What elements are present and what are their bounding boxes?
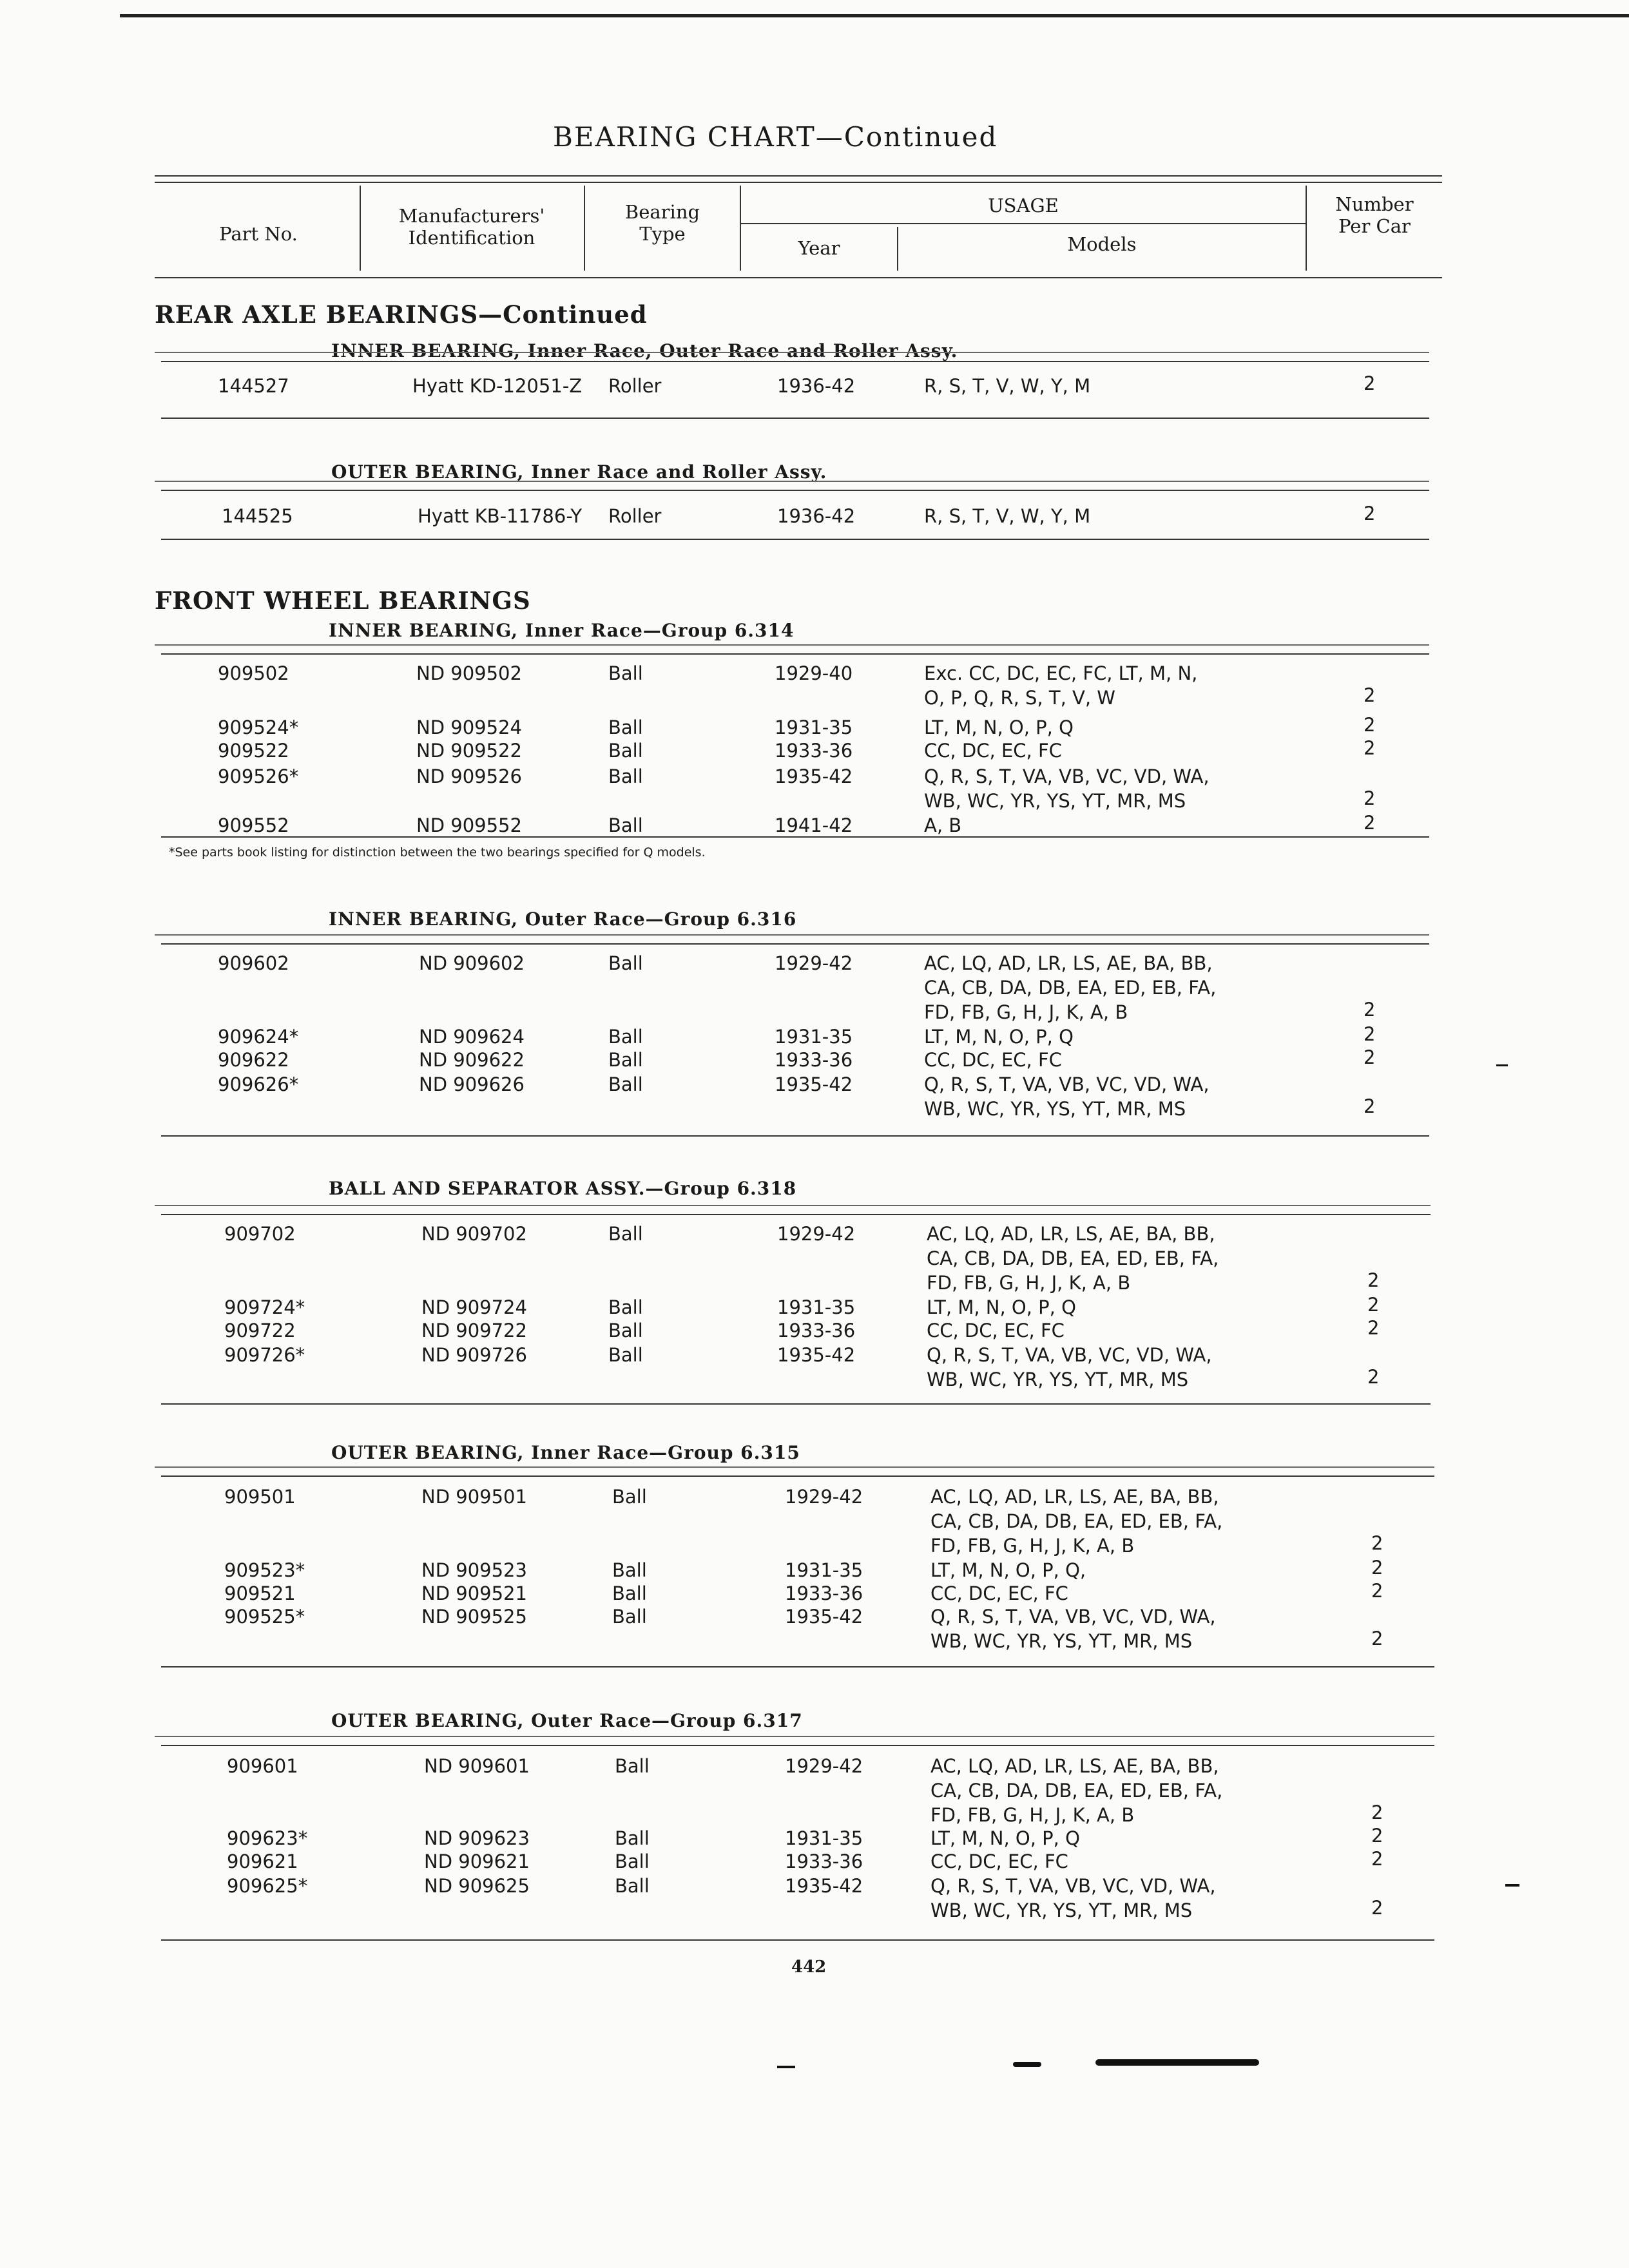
manufacturer-id: ND 909521 [421, 1582, 527, 1604]
models-line: LT, M, N, O, P, Q [924, 1026, 1074, 1048]
bearing-type: Ball [612, 1582, 647, 1604]
year-range: 1929-42 [777, 1223, 856, 1245]
manufacturer-id: ND 909726 [421, 1344, 527, 1366]
group-top-rule [161, 361, 1429, 362]
header-divider-2 [584, 186, 585, 271]
scan-mark-5 [1505, 1884, 1519, 1887]
manufacturer-id: ND 909724 [421, 1296, 527, 1318]
models-line: FD, FB, G, H, J, K, A, B [924, 1001, 1128, 1023]
year-range: 1931-35 [775, 716, 853, 738]
year-range: 1936-42 [777, 505, 856, 527]
manufacturer-id: ND 909602 [419, 952, 525, 974]
year-range: 1935-42 [777, 1344, 856, 1366]
models-line: CC, DC, EC, FC [924, 1049, 1062, 1071]
group-subtitle: BALL AND SEPARATOR ASSY.—Group 6.318 [329, 1178, 797, 1199]
part-number: 909523* [224, 1559, 305, 1581]
scan-mark-2 [1013, 2062, 1041, 2067]
number-per-car: 2 [1364, 1095, 1376, 1117]
table-row [0, 715, 1629, 740]
header-divider-5 [1306, 186, 1307, 271]
year-range: 1931-35 [777, 1296, 856, 1318]
table-row [0, 1754, 1629, 1827]
section-title-front-wheel: FRONT WHEEL BEARINGS [155, 586, 531, 615]
part-number: 909624* [218, 1026, 299, 1048]
number-per-car: 2 [1371, 1532, 1383, 1554]
models-line: Exc. CC, DC, EC, FC, LT, M, N, [924, 662, 1198, 684]
number-per-car: 2 [1364, 372, 1376, 394]
models-line: CC, DC, EC, FC [930, 1850, 1068, 1872]
number-per-car: 2 [1371, 1897, 1383, 1919]
models-line: AC, LQ, AD, LR, LS, AE, BA, BB, [930, 1755, 1219, 1777]
group-top-rule [161, 653, 1429, 655]
header-divider-4 [897, 227, 898, 271]
number-per-car: 2 [1364, 812, 1376, 834]
models-line: Q, R, S, T, VA, VB, VC, VD, WA, [930, 1606, 1216, 1628]
group-top-rule [161, 1214, 1431, 1215]
table-row [0, 1295, 1629, 1320]
bearing-type: Ball [608, 1320, 643, 1341]
group-top-rule [161, 1475, 1434, 1477]
models-line: LT, M, N, O, P, Q [924, 716, 1074, 738]
bearing-type: Ball [612, 1559, 647, 1581]
models-line: AC, LQ, AD, LR, LS, AE, BA, BB, [924, 952, 1213, 974]
table-row [0, 1048, 1629, 1072]
part-number: 909625* [227, 1875, 308, 1897]
page-number: 442 [791, 1957, 827, 1977]
models-line: WB, WC, YR, YS, YT, MR, MS [924, 1098, 1186, 1120]
group-subtitle-rule [155, 934, 1429, 936]
manufacturer-id: ND 909522 [416, 740, 522, 762]
year-range: 1933-36 [775, 1049, 853, 1071]
group-subtitle: OUTER BEARING, Inner Race and Roller Assy. [331, 461, 827, 483]
table-row [0, 1849, 1629, 1874]
table-row [0, 813, 1629, 838]
bearing-type: Ball [608, 814, 643, 836]
table-row [0, 1485, 1629, 1558]
year-range: 1935-42 [775, 765, 853, 787]
year-range: 1931-35 [785, 1559, 863, 1581]
header-top-rule-2 [155, 182, 1442, 183]
models-line: CC, DC, EC, FC [930, 1582, 1068, 1604]
number-per-car: 2 [1371, 1628, 1383, 1649]
part-number: 909621 [227, 1850, 298, 1872]
scan-mark-3 [1095, 2059, 1259, 2066]
models-line: CC, DC, EC, FC [924, 740, 1062, 762]
table-row [0, 661, 1629, 710]
bearing-type: Ball [608, 1049, 643, 1071]
models-line: FD, FB, G, H, J, K, A, B [930, 1535, 1135, 1557]
manufacturer-id: ND 909525 [421, 1606, 527, 1628]
group-bottom-rule [161, 1666, 1434, 1667]
table-row [0, 504, 1629, 528]
number-per-car: 2 [1371, 1825, 1383, 1847]
header-bottom-rule [155, 277, 1442, 278]
group-subtitle: OUTER BEARING, Outer Race—Group 6.317 [331, 1710, 803, 1731]
bearing-type: Ball [608, 662, 643, 684]
year-range: 1929-42 [785, 1755, 863, 1777]
group-bottom-rule [161, 1135, 1429, 1137]
part-number: 909552 [218, 814, 289, 836]
manufacturer-id: ND 909623 [424, 1827, 530, 1849]
part-number: 909524* [218, 716, 299, 738]
part-number: 909522 [218, 740, 289, 762]
year-range: 1931-35 [785, 1827, 863, 1849]
bearing-type: Ball [615, 1875, 650, 1897]
scan-mark-1 [777, 2066, 795, 2068]
header-divider-1 [360, 186, 361, 271]
models-line: AC, LQ, AD, LR, LS, AE, BA, BB, [930, 1486, 1219, 1508]
models-line: FD, FB, G, H, J, K, A, B [930, 1804, 1135, 1826]
part-number: 909525* [224, 1606, 305, 1628]
bearing-type: Ball [612, 1486, 647, 1508]
header-mfr-id: Manufacturers' Identification [398, 205, 545, 249]
part-number: 909724* [224, 1296, 305, 1318]
bearing-type: Ball [608, 1344, 643, 1366]
manufacturer-id: ND 909524 [416, 716, 522, 738]
models-line: WB, WC, YR, YS, YT, MR, MS [930, 1630, 1193, 1652]
group-subtitle-rule [155, 644, 1429, 646]
year-range: 1929-42 [785, 1486, 863, 1508]
part-number: 909726* [224, 1344, 305, 1366]
table-row [0, 1072, 1629, 1121]
table-row [0, 951, 1629, 1024]
models-line: WB, WC, YR, YS, YT, MR, MS [930, 1899, 1193, 1921]
manufacturer-id: ND 909622 [419, 1049, 525, 1071]
bearing-type: Ball [608, 740, 643, 762]
page-title: BEARING CHART—Continued [553, 121, 998, 153]
models-line: Q, R, S, T, VA, VB, VC, VD, WA, [927, 1344, 1212, 1366]
top-rule [120, 14, 1629, 17]
table-row [0, 1826, 1629, 1850]
group-subtitle: INNER BEARING, Inner Race—Group 6.314 [329, 620, 795, 641]
manufacturer-id: Hyatt KD-12051-Z [412, 375, 583, 397]
part-number: 909623* [227, 1827, 308, 1849]
bearing-type: Ball [608, 1223, 643, 1245]
header-models: Models [1067, 233, 1137, 255]
group-top-rule [161, 1745, 1434, 1746]
bearing-type: Ball [612, 1606, 647, 1628]
part-number: 909521 [224, 1582, 296, 1604]
header-part-no: Part No. [219, 223, 298, 245]
models-line: CA, CB, DA, DB, EA, ED, EB, FA, [930, 1780, 1223, 1802]
manufacturer-id: ND 909502 [416, 662, 522, 684]
manufacturer-id: ND 909501 [421, 1486, 527, 1508]
bearing-type: Ball [608, 1073, 643, 1095]
group-top-rule [161, 943, 1429, 945]
part-number: 144527 [218, 375, 289, 397]
models-line: CA, CB, DA, DB, EA, ED, EB, FA, [927, 1247, 1219, 1269]
models-line: R, S, T, V, W, Y, M [924, 375, 1091, 397]
manufacturer-id: ND 909722 [421, 1320, 527, 1341]
year-range: 1933-36 [775, 740, 853, 762]
group-subtitle: INNER BEARING, Outer Race—Group 6.316 [329, 908, 797, 930]
group-subtitle-rule [155, 1205, 1431, 1206]
models-line: AC, LQ, AD, LR, LS, AE, BA, BB, [927, 1223, 1215, 1245]
bearing-type: Ball [608, 765, 643, 787]
models-line: WB, WC, YR, YS, YT, MR, MS [927, 1369, 1189, 1390]
table-row [0, 1343, 1629, 1392]
part-number: 909702 [224, 1223, 296, 1245]
models-line: CA, CB, DA, DB, EA, ED, EB, FA, [930, 1510, 1223, 1532]
number-per-car: 2 [1364, 1023, 1376, 1045]
manufacturer-id: ND 909702 [421, 1223, 527, 1245]
bearing-type: Ball [608, 1296, 643, 1318]
number-per-car: 2 [1371, 1848, 1383, 1870]
group-subtitle-rule [155, 1736, 1434, 1737]
header-year: Year [798, 237, 840, 259]
manufacturer-id: ND 909625 [424, 1875, 530, 1897]
number-per-car: 2 [1364, 1046, 1376, 1068]
manufacturer-id: ND 909523 [421, 1559, 527, 1581]
manufacturer-id: ND 909621 [424, 1850, 530, 1872]
scan-mark-4 [1496, 1064, 1508, 1066]
table-row [0, 1558, 1629, 1582]
models-line: Q, R, S, T, VA, VB, VC, VD, WA, [924, 765, 1210, 787]
manufacturer-id: Hyatt KB-11786-Y [418, 505, 583, 527]
manufacturer-id: ND 909626 [419, 1073, 525, 1095]
part-number: 909626* [218, 1073, 299, 1095]
number-per-car: 2 [1371, 1802, 1383, 1823]
group-bottom-rule [161, 1939, 1434, 1941]
number-per-car: 2 [1371, 1580, 1383, 1602]
bearing-type: Roller [608, 375, 662, 397]
bearing-type: Ball [615, 1850, 650, 1872]
table-row [0, 1318, 1629, 1343]
group-subtitle: OUTER BEARING, Inner Race—Group 6.315 [331, 1442, 800, 1463]
header-number-per-car: Number Per Car [1335, 193, 1414, 237]
number-per-car: 2 [1364, 684, 1376, 706]
table-row [0, 1874, 1629, 1923]
models-line: LT, M, N, O, P, Q [927, 1296, 1076, 1318]
year-range: 1931-35 [775, 1026, 853, 1048]
number-per-car: 2 [1364, 999, 1376, 1021]
table-row [0, 1581, 1629, 1606]
models-line: CA, CB, DA, DB, EA, ED, EB, FA, [924, 977, 1217, 999]
models-line: CC, DC, EC, FC [927, 1320, 1065, 1341]
year-range: 1933-36 [785, 1850, 863, 1872]
part-number: 909501 [224, 1486, 296, 1508]
number-per-car: 2 [1367, 1294, 1380, 1316]
bearing-type: Ball [608, 716, 643, 738]
group-subtitle-rule [155, 1466, 1434, 1468]
part-number: 909622 [218, 1049, 289, 1071]
number-per-car: 2 [1367, 1269, 1380, 1291]
models-line: Q, R, S, T, VA, VB, VC, VD, WA, [930, 1875, 1216, 1897]
manufacturer-id: ND 909624 [419, 1026, 525, 1048]
year-range: 1935-42 [785, 1606, 863, 1628]
year-range: 1933-36 [785, 1582, 863, 1604]
bearing-type: Ball [608, 952, 643, 974]
group-subtitle: INNER BEARING, Inner Race, Outer Race and Roller Assy. [331, 340, 958, 361]
group-bottom-rule [161, 1403, 1431, 1405]
group-subtitle-rule [155, 481, 1429, 482]
part-number: 909722 [224, 1320, 296, 1341]
models-line: WB, WC, YR, YS, YT, MR, MS [924, 790, 1186, 812]
models-line: O, P, Q, R, S, T, V, W [924, 687, 1115, 709]
group-subtitle-rule [155, 352, 1429, 353]
header-divider-3 [740, 186, 741, 271]
year-range: 1929-40 [775, 662, 853, 684]
usage-underline [741, 223, 1306, 224]
table-row [0, 1604, 1629, 1653]
year-range: 1935-42 [775, 1073, 853, 1095]
section-title-rear-axle: REAR AXLE BEARINGS—Continued [155, 300, 648, 329]
table-row [0, 1222, 1629, 1295]
group-top-rule [161, 490, 1429, 491]
number-per-car: 2 [1367, 1366, 1380, 1388]
part-number: 909526* [218, 765, 299, 787]
models-line: Q, R, S, T, VA, VB, VC, VD, WA, [924, 1073, 1210, 1095]
part-number: 909502 [218, 662, 289, 684]
table-row [0, 374, 1629, 398]
models-line: LT, M, N, O, P, Q, [930, 1559, 1086, 1581]
manufacturer-id: ND 909601 [424, 1755, 530, 1777]
bearing-type: Roller [608, 505, 662, 527]
footnote: *See parts book listing for distinction between the two bearings specified for Q models. [169, 845, 706, 860]
group-bottom-rule [161, 539, 1429, 540]
part-number: 909601 [227, 1755, 298, 1777]
header-bearing-type: Bearing Type [624, 201, 700, 245]
bearing-type: Ball [615, 1827, 650, 1849]
table-row [0, 738, 1629, 763]
number-per-car: 2 [1364, 714, 1376, 736]
year-range: 1933-36 [777, 1320, 856, 1341]
number-per-car: 2 [1367, 1317, 1380, 1339]
models-line: LT, M, N, O, P, Q [930, 1827, 1080, 1849]
year-range: 1936-42 [777, 375, 856, 397]
table-row [0, 1024, 1629, 1049]
group-bottom-rule [161, 418, 1429, 419]
models-line: R, S, T, V, W, Y, M [924, 505, 1091, 527]
bearing-type: Ball [608, 1026, 643, 1048]
table-row [0, 764, 1629, 813]
bearing-type: Ball [615, 1755, 650, 1777]
number-per-car: 2 [1371, 1557, 1383, 1579]
manufacturer-id: ND 909552 [416, 814, 522, 836]
year-range: 1935-42 [785, 1875, 863, 1897]
number-per-car: 2 [1364, 787, 1376, 809]
header-usage: USAGE [988, 195, 1059, 216]
models-line: A, B [924, 814, 962, 836]
year-range: 1929-42 [775, 952, 853, 974]
number-per-car: 2 [1364, 737, 1376, 759]
models-line: FD, FB, G, H, J, K, A, B [927, 1272, 1131, 1294]
header-top-rule [155, 175, 1442, 177]
number-per-car: 2 [1364, 503, 1376, 524]
manufacturer-id: ND 909526 [416, 765, 522, 787]
part-number: 909602 [218, 952, 289, 974]
part-number: 144525 [222, 505, 293, 527]
year-range: 1941-42 [775, 814, 853, 836]
